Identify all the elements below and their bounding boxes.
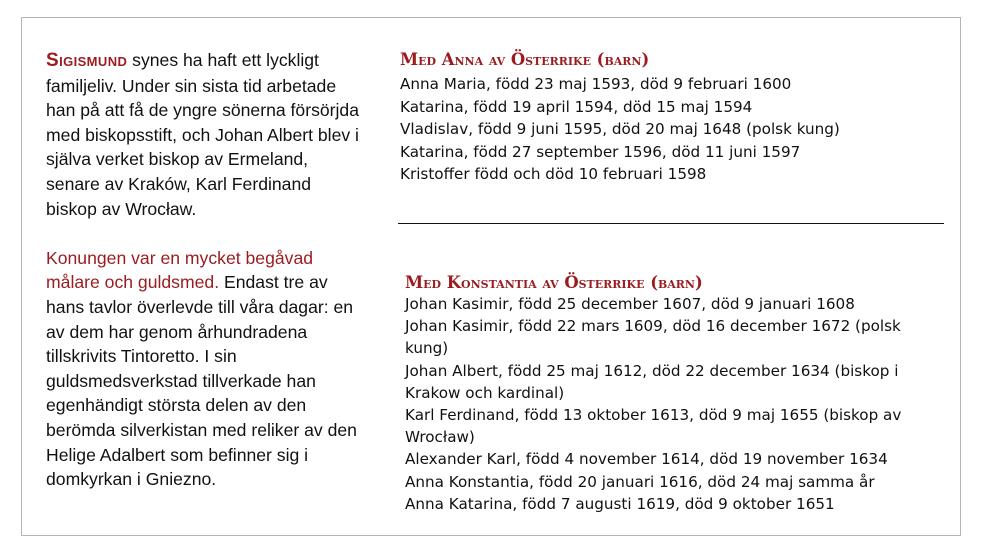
- list-item: Anna Maria, född 23 maj 1593, död 9 februari 1600: [400, 75, 792, 93]
- list-item: Johan Kasimir, född 25 december 1607, död 9 januari 1608: [405, 295, 855, 313]
- konstantia-children-list: [405, 293, 945, 515]
- list-item: Karl Ferdinand, född 13 oktober 1613, död 9 maj 1655 (biskop av Wrocław): [405, 406, 902, 447]
- artist-highlight: Konungen var en mycket begåvad målare och guldsmed.: [46, 247, 314, 293]
- list-item: Anna Konstantia, född 20 januari 1616, död 24 maj samma år: [405, 472, 875, 491]
- paragraph-artist: [46, 246, 366, 492]
- paragraph-artist-text: Endast tre av hans tavlor överlevde till våra dagar: en av dem har genom århundradena tillskrivits Tintoretto. I sin guldsmedsverkstad tillverkade han egenhändigt största delen av den berömda silverkistan med reliker av den Helige Adalbert som befinner sig i domkyrkan i Gniezno.: [46, 272, 357, 490]
- paragraph-family-life-text: synes ha haft ett lyckligt familjeliv. Under sin sista tid arbetade han på att få de yngre sönerna försörjda med biskopsstift, och Johan Albert blev i själva verket biskop av Ermeland, senare av Kraków, Karl Ferdinand biskop av Wrocław.: [46, 50, 359, 219]
- list-item: Alexander Karl, född 4 november 1614, död 19 november 1634: [405, 450, 888, 469]
- list-item: Katarina, född 27 september 1596, död 11 juni 1597: [400, 142, 801, 161]
- list-item: Johan Albert, född 25 maj 1612, död 22 december 1634 (biskop i Krakow och kardinal): [405, 361, 899, 402]
- list-item: Katarina, född 19 april 1594, död 15 maj 1594: [400, 97, 753, 116]
- paragraph-family-life: [46, 48, 366, 221]
- anna-section-title: Med Anna av Österrike (barn): [400, 50, 650, 69]
- konstantia-section-title: Med Konstantia av Österrike (barn): [405, 273, 703, 292]
- name-sigismund: Sigismund: [46, 50, 128, 71]
- left-column: [46, 48, 366, 492]
- list-item: Anna Katarina, född 7 augusti 1619, död 9 oktober 1651: [405, 494, 835, 513]
- section-divider: [398, 223, 944, 224]
- list-item: Vladislav, född 9 juni 1595, död 20 maj 1648 (polsk kung): [400, 120, 840, 139]
- anna-children-list: [400, 73, 920, 186]
- list-item: Kristoffer född och död 10 februari 1598: [400, 165, 707, 184]
- list-item: Johan Kasimir, född 22 mars 1609, död 16 december 1672 (polsk kung): [405, 317, 901, 358]
